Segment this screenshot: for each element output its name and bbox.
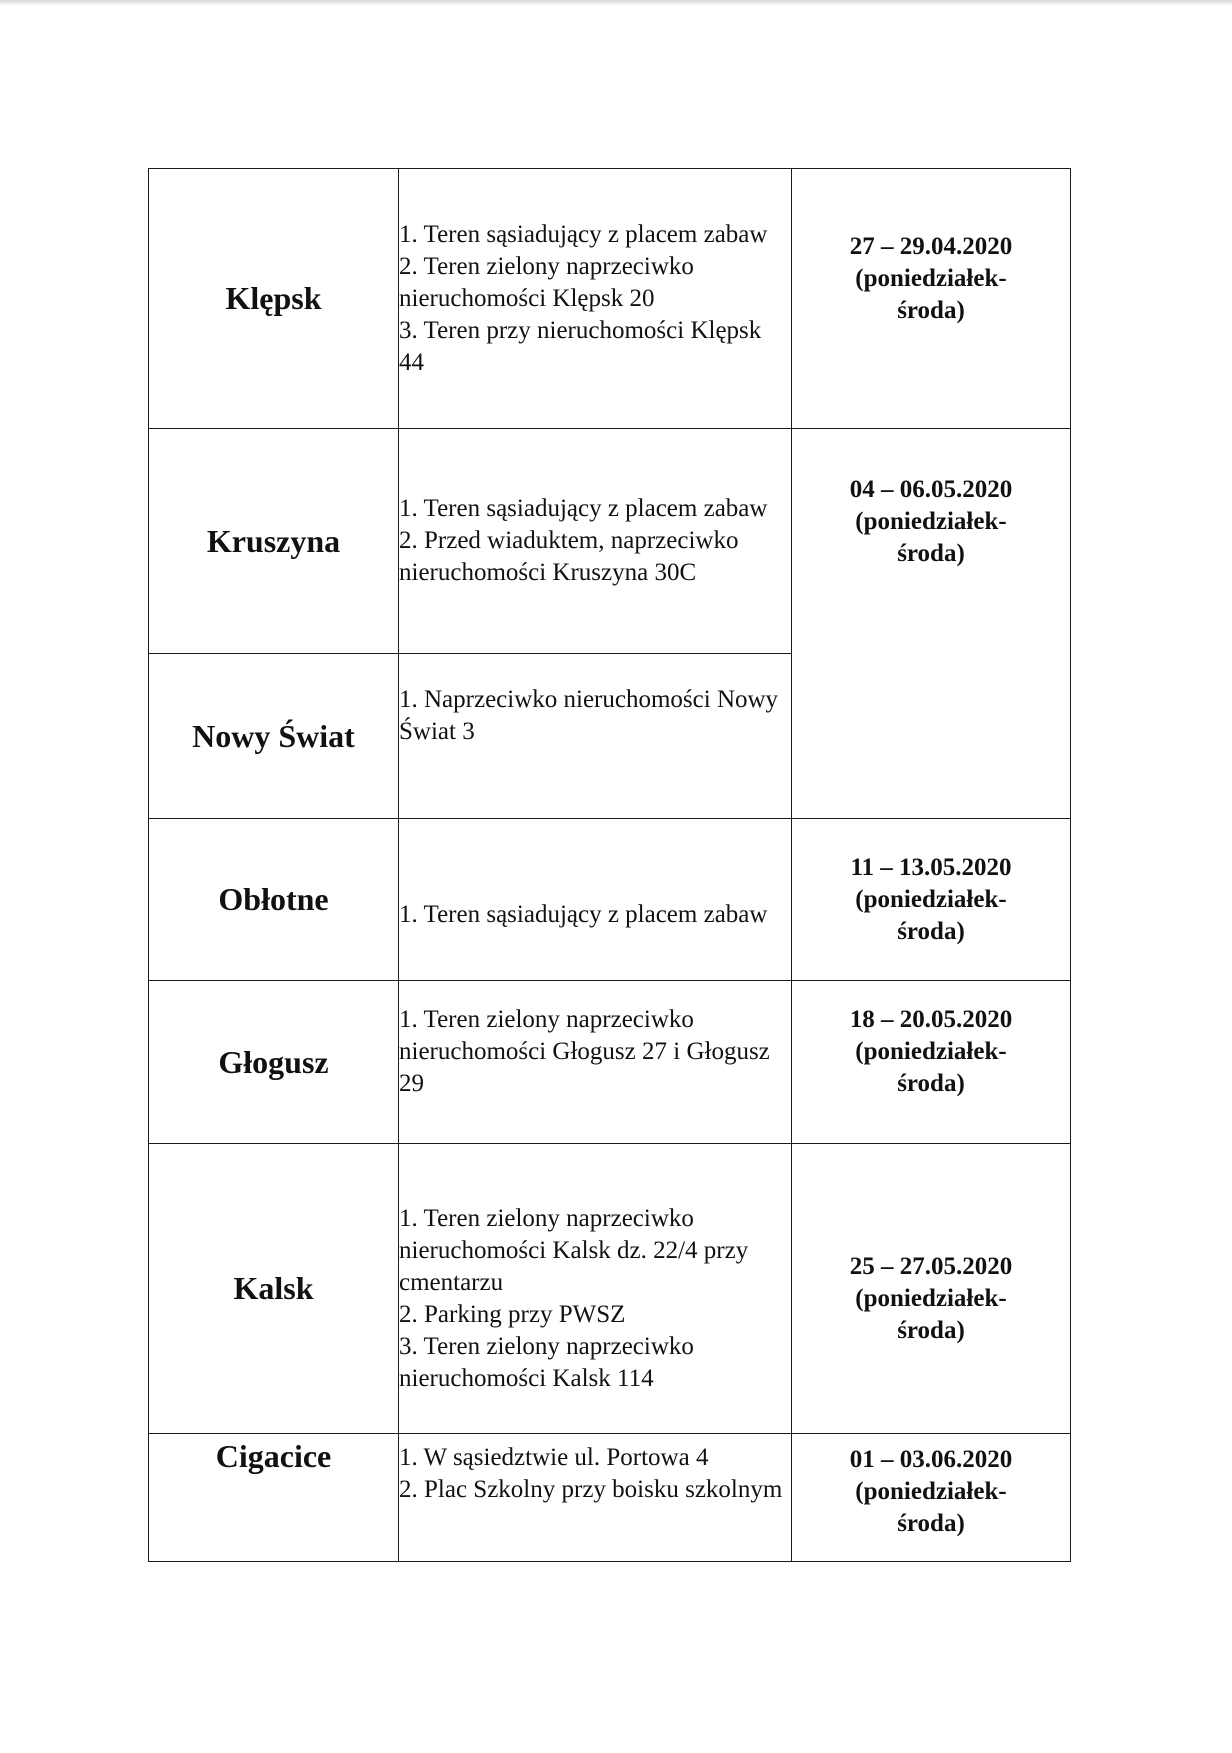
place-item: 2. Plac Szkolny przy boisku szkolnym — [399, 1476, 783, 1503]
weekday-range: (poniedziałek-środa) — [855, 885, 1007, 945]
village-name: Cigacice — [215, 1438, 332, 1474]
places-cell — [399, 429, 792, 654]
village-cell — [149, 819, 399, 981]
place-item: 1. W sąsiedztwie ul. Portowa 4 — [399, 1444, 709, 1471]
village-name: Obłotne — [218, 881, 329, 917]
scan-edge — [0, 0, 1232, 6]
place-item: 3. Teren zielony naprzeciwko nieruchomości Kalsk 114 — [399, 1332, 694, 1392]
place-item: 1. Naprzeciwko nieruchomości Nowy Świat 3 — [399, 686, 779, 745]
weekday-range: (poniedziałek-środa) — [855, 1284, 1007, 1344]
village-cell — [149, 654, 399, 819]
places-cell — [399, 169, 792, 429]
village-cell — [149, 1434, 399, 1562]
village-name: Głogusz — [218, 1043, 329, 1080]
date-range: 11 – 13.05.2020 — [850, 853, 1012, 881]
date-range: 04 – 06.05.2020 — [849, 475, 1013, 503]
place-item: 1. Teren zielony naprzeciwko nieruchomości Kalsk dz. 22/4 przy cmentarzu — [399, 1204, 749, 1296]
place-item: 2. Parking przy PWSZ — [399, 1300, 626, 1328]
table-row — [149, 1434, 1071, 1562]
date-cell — [792, 429, 1071, 819]
village-name: Klępsk — [225, 280, 322, 316]
place-item: 1. Teren sąsiadujący z placem zabaw — [399, 220, 768, 248]
table-row — [149, 819, 1071, 981]
village-cell — [149, 429, 399, 654]
table-row — [149, 1144, 1071, 1434]
date-cell — [792, 1144, 1071, 1434]
place-item: 1. Teren sąsiadujący z placem zabaw — [399, 495, 768, 522]
place-item: 2. Teren zielony naprzeciwko nieruchomości Klępsk 20 — [399, 252, 694, 312]
date-range: 25 – 27.05.2020 — [849, 1252, 1013, 1280]
place-item: 2. Przed wiaduktem, naprzeciwko nieruchomości Kruszyna 30C — [399, 527, 739, 586]
village-cell — [149, 1144, 399, 1434]
place-item: 1. Teren sąsiadujący z placem zabaw — [399, 900, 768, 928]
village-cell — [149, 169, 399, 429]
places-cell — [399, 654, 792, 819]
weekday-range: (poniedziałek-środa) — [855, 1478, 1007, 1537]
date-range: 01 – 03.06.2020 — [849, 1446, 1013, 1473]
weekday-range: (poniedziałek-środa) — [855, 507, 1007, 567]
date-cell — [792, 981, 1071, 1144]
places-cell — [399, 819, 792, 981]
date-cell — [792, 819, 1071, 981]
places-cell — [399, 981, 792, 1144]
place-item: 3. Teren przy nieruchomości Klępsk 44 — [399, 316, 762, 376]
village-name: Kruszyna — [206, 522, 341, 559]
place-item: 1. Teren zielony naprzeciwko nieruchomości Głogusz 27 i Głogusz 29 — [399, 1006, 770, 1097]
date-cell — [792, 1434, 1071, 1562]
village-cell — [149, 981, 399, 1144]
places-cell — [399, 1434, 792, 1562]
date-range: 18 – 20.05.2020 — [849, 1006, 1013, 1033]
date-range: 27 – 29.04.2020 — [849, 232, 1013, 260]
table-row — [149, 169, 1071, 429]
collection-schedule-table — [148, 168, 1071, 1562]
village-name: Nowy Świat — [192, 717, 355, 754]
date-cell — [792, 169, 1071, 429]
village-name: Kalsk — [233, 1270, 314, 1306]
places-cell — [399, 1144, 792, 1434]
weekday-range: (poniedziałek-środa) — [855, 1038, 1007, 1097]
weekday-range: (poniedziałek-środa) — [855, 264, 1007, 324]
table-row — [149, 981, 1071, 1144]
table-row — [149, 429, 1071, 654]
